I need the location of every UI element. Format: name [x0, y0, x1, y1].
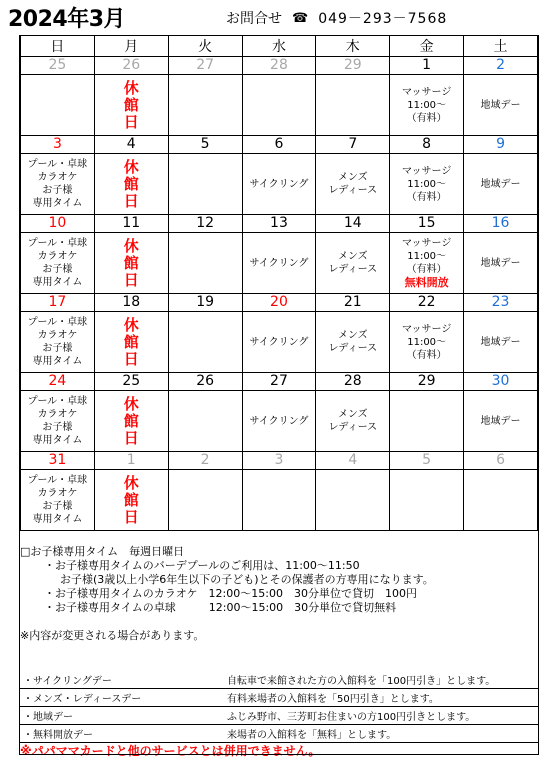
- event-lines: [390, 86, 463, 125]
- event-text: カラオケ: [37, 251, 78, 262]
- notes-line: ・お子様専用タイムのバーデプールのご利用は、11:00～11:50: [44, 559, 360, 572]
- date-number: 5: [390, 452, 464, 470]
- event-text: レディース: [328, 422, 378, 433]
- event-text: レディース: [328, 185, 378, 196]
- weekday-sat: 土: [464, 36, 538, 57]
- date-number: 27: [168, 57, 242, 75]
- event-text: （有料）: [406, 112, 447, 124]
- event-text: メンズ: [337, 409, 368, 420]
- date-number: 25: [21, 57, 95, 75]
- event-text: （有料）: [406, 264, 447, 275]
- change-notice: ※内容が変更される場合があります。: [20, 629, 205, 642]
- date-row: [21, 294, 538, 312]
- legend-row: [19, 671, 539, 689]
- event-lines: [95, 475, 168, 526]
- event-cell: [464, 312, 538, 373]
- event-lines: [95, 396, 168, 447]
- event-text: 休: [123, 78, 139, 97]
- event-text: マッサージ: [401, 86, 452, 98]
- event-lines: [390, 165, 463, 204]
- calendar-table: [20, 35, 538, 531]
- event-text: 11:00～: [407, 178, 447, 190]
- event-lines: [21, 158, 94, 210]
- date-number: 7: [316, 136, 390, 154]
- phone-number: 049－293－7568: [318, 11, 448, 27]
- date-number: 29: [316, 57, 390, 75]
- event-cell: [464, 75, 538, 136]
- event-lines: [95, 80, 168, 131]
- event-cell: [242, 154, 316, 215]
- notes-line: お子様(3歳以上小学6年生以下の子ども)とその保護者の方専用になります。: [60, 573, 434, 586]
- date-number: 9: [464, 136, 538, 154]
- event-lines: [390, 237, 463, 289]
- event-text: 専用タイム: [32, 198, 83, 209]
- event-cell: [21, 75, 95, 136]
- event-text: お子様: [42, 264, 73, 275]
- notes-section: [20, 545, 538, 643]
- date-number: 5: [168, 136, 242, 154]
- date-number: 26: [94, 57, 168, 75]
- event-lines: [21, 395, 94, 447]
- date-number: 25: [94, 373, 168, 391]
- event-lines: [95, 238, 168, 289]
- date-number: 2: [168, 452, 242, 470]
- closed-day-cell: [94, 233, 168, 294]
- event-cell: [242, 233, 316, 294]
- event-text: 館: [123, 174, 139, 193]
- event-text: 11:00～: [407, 251, 447, 262]
- event-cell: [168, 391, 242, 452]
- event-cell: [390, 312, 464, 373]
- footer-warning: ※パパママカードと他のサービスとは併用できません。: [20, 744, 321, 758]
- event-text: （有料）: [406, 349, 447, 361]
- weekday-wed: 水: [242, 36, 316, 57]
- event-text: サイクリング: [249, 257, 309, 269]
- contact-info: [226, 8, 447, 28]
- event-cell: [21, 154, 95, 215]
- event-lines: [21, 237, 94, 289]
- legend-desc: 来場者の入館料を「無料」とします。: [223, 725, 539, 743]
- date-number: 30: [464, 373, 538, 391]
- date-number: 28: [316, 373, 390, 391]
- event-cell: [168, 154, 242, 215]
- event-lines: [316, 171, 389, 197]
- event-lines: [390, 323, 463, 362]
- event-cell: [242, 391, 316, 452]
- date-number: 3: [21, 136, 95, 154]
- event-cell: [168, 312, 242, 373]
- event-cell: [464, 154, 538, 215]
- event-cell: [316, 154, 390, 215]
- event-lines: [21, 316, 94, 368]
- legend-key: ・無料開放デー: [19, 725, 223, 743]
- date-number: 6: [242, 136, 316, 154]
- event-text: 休: [123, 157, 139, 176]
- closed-day-cell: [94, 391, 168, 452]
- event-lines: [464, 336, 537, 349]
- event-cell: [168, 233, 242, 294]
- event-text: 11:00～: [407, 336, 447, 348]
- event-text: プール・卓球: [27, 159, 88, 170]
- event-text: 地域デー: [480, 336, 521, 348]
- free-open-label: 無料開放: [404, 276, 449, 289]
- closed-day-cell: [94, 470, 168, 531]
- event-cell: [21, 470, 95, 531]
- event-text: 休: [123, 236, 139, 255]
- event-row: [21, 154, 538, 215]
- event-cell: [390, 154, 464, 215]
- date-number: 6: [464, 452, 538, 470]
- event-text: 館: [123, 332, 139, 351]
- date-number: 1: [94, 452, 168, 470]
- event-text: カラオケ: [37, 409, 78, 420]
- event-cell: [21, 233, 95, 294]
- weekday-fri: 金: [390, 36, 464, 57]
- event-text: カラオケ: [37, 172, 78, 183]
- event-text: 日: [123, 349, 139, 368]
- event-row: [21, 233, 538, 294]
- event-cell: [316, 312, 390, 373]
- event-cell: [242, 75, 316, 136]
- event-text: プール・卓球: [27, 317, 88, 328]
- legend-desc: 有料来場者の入館料を「50円引き」とします。: [223, 689, 539, 707]
- event-cell: [464, 233, 538, 294]
- notes-line: ・お子様専用タイムの卓球 12:00～15:00 30分単位で貸切無料: [44, 601, 397, 614]
- event-text: メンズ: [337, 251, 368, 262]
- event-cell: [390, 391, 464, 452]
- event-text: レディース: [328, 264, 378, 275]
- event-text: サイクリング: [249, 336, 309, 348]
- event-text: サイクリング: [249, 178, 309, 190]
- weekday-sun: 日: [21, 36, 95, 57]
- event-cell: [390, 75, 464, 136]
- event-text: 地域デー: [480, 99, 521, 111]
- weekday-header-row: [21, 36, 538, 57]
- date-number: 20: [242, 294, 316, 312]
- event-cell: [21, 391, 95, 452]
- date-number: 28: [242, 57, 316, 75]
- event-text: サイクリング: [249, 415, 309, 427]
- date-number: 1: [390, 57, 464, 75]
- event-text: 館: [123, 253, 139, 272]
- event-text: （有料）: [406, 191, 447, 203]
- event-lines: [21, 474, 94, 526]
- date-number: 15: [390, 215, 464, 233]
- closed-day-cell: [94, 312, 168, 373]
- date-row: [21, 57, 538, 75]
- event-cell: [242, 312, 316, 373]
- date-number: 4: [94, 136, 168, 154]
- date-number: 22: [390, 294, 464, 312]
- event-lines: [464, 178, 537, 191]
- date-number: 18: [94, 294, 168, 312]
- event-row: [21, 470, 538, 531]
- event-cell: [316, 391, 390, 452]
- event-text: お子様: [42, 422, 73, 433]
- date-number: 17: [21, 294, 95, 312]
- date-number: 8: [390, 136, 464, 154]
- event-cell: [316, 470, 390, 531]
- event-text: マッサージ: [401, 165, 452, 177]
- event-row: [21, 391, 538, 452]
- event-row: [21, 312, 538, 373]
- event-text: 日: [123, 270, 139, 289]
- event-lines: [316, 250, 389, 276]
- legend-row: [19, 707, 539, 725]
- legend-desc: 自転車で来館された方の入館料を「100円引き」とします。: [223, 671, 539, 689]
- event-cell: [242, 470, 316, 531]
- event-text: 休: [123, 473, 139, 492]
- date-number: 16: [464, 215, 538, 233]
- date-row: [21, 215, 538, 233]
- event-cell: [390, 470, 464, 531]
- page-title: 2024年3月: [8, 7, 126, 32]
- event-text: マッサージ: [401, 323, 452, 335]
- legend-key: ・サイクリングデー: [19, 671, 223, 689]
- event-lines: [243, 257, 316, 270]
- date-number: 21: [316, 294, 390, 312]
- event-text: カラオケ: [37, 488, 78, 499]
- event-text: レディース: [328, 343, 378, 354]
- weekday-thu: 木: [316, 36, 390, 57]
- event-lines: [243, 178, 316, 191]
- notes-heading: □お子様専用タイム 毎週日曜日: [20, 545, 185, 558]
- event-cell: [316, 233, 390, 294]
- event-text: メンズ: [337, 172, 368, 183]
- date-number: 23: [464, 294, 538, 312]
- event-cell: [464, 391, 538, 452]
- date-number: 29: [390, 373, 464, 391]
- date-number: 4: [316, 452, 390, 470]
- event-lines: [316, 329, 389, 355]
- date-number: 11: [94, 215, 168, 233]
- date-number: 19: [168, 294, 242, 312]
- event-lines: [95, 159, 168, 210]
- date-row: [21, 373, 538, 391]
- date-row: [21, 136, 538, 154]
- date-number: 27: [242, 373, 316, 391]
- legend-desc: ふじみ野市、三芳町お住まいの方100円引きとします。: [223, 707, 539, 725]
- date-number: 24: [21, 373, 95, 391]
- event-cell: [168, 470, 242, 531]
- event-text: 館: [123, 95, 139, 114]
- date-number: 14: [316, 215, 390, 233]
- event-cell: [168, 75, 242, 136]
- event-cell: [464, 470, 538, 531]
- notes-line: ・お子様専用タイムのカラオケ 12:00～15:00 30分単位で貸切 100円: [44, 587, 417, 600]
- event-text: 日: [123, 428, 139, 447]
- event-lines: [464, 415, 537, 428]
- weekday-mon: 月: [94, 36, 168, 57]
- date-number: 10: [21, 215, 95, 233]
- event-text: プール・卓球: [27, 396, 88, 407]
- event-text: 休: [123, 315, 139, 334]
- event-text: カラオケ: [37, 330, 78, 341]
- legend-key: ・メンズ・レディースデー: [19, 689, 223, 707]
- event-text: 11:00～: [407, 99, 447, 111]
- legend-row: [19, 725, 539, 743]
- event-text: 専用タイム: [32, 277, 83, 288]
- contact-label: お問合せ: [226, 11, 282, 27]
- event-text: 日: [123, 112, 139, 131]
- event-text: 地域デー: [480, 178, 521, 190]
- legend-row: [19, 689, 539, 707]
- date-number: 13: [242, 215, 316, 233]
- date-number: 2: [464, 57, 538, 75]
- event-lines: [464, 99, 537, 112]
- date-number: 12: [168, 215, 242, 233]
- legend-key: ・地域デー: [19, 707, 223, 725]
- event-text: 休: [123, 394, 139, 413]
- legend-table: [19, 671, 539, 743]
- event-text: 館: [123, 490, 139, 509]
- event-text: お子様: [42, 501, 73, 512]
- closed-day-cell: [94, 75, 168, 136]
- date-number: 3: [242, 452, 316, 470]
- event-lines: [316, 408, 389, 434]
- event-lines: [464, 257, 537, 270]
- event-text: 館: [123, 411, 139, 430]
- event-text: メンズ: [337, 330, 368, 341]
- event-cell: [316, 75, 390, 136]
- event-text: プール・卓球: [27, 475, 88, 486]
- event-row: [21, 75, 538, 136]
- event-text: 日: [123, 191, 139, 210]
- event-text: 日: [123, 507, 139, 526]
- event-text: 専用タイム: [32, 514, 83, 525]
- weekday-tue: 火: [168, 36, 242, 57]
- event-lines: [243, 415, 316, 428]
- date-number: 26: [168, 373, 242, 391]
- event-lines: [243, 336, 316, 349]
- event-text: 地域デー: [480, 415, 521, 427]
- closed-day-cell: [94, 154, 168, 215]
- event-cell: [21, 312, 95, 373]
- event-text: 地域デー: [480, 257, 521, 269]
- date-number: 31: [21, 452, 95, 470]
- event-text: 専用タイム: [32, 356, 83, 367]
- event-text: お子様: [42, 185, 73, 196]
- event-lines: [95, 317, 168, 368]
- event-text: プール・卓球: [27, 238, 88, 249]
- phone-icon: ☎: [292, 10, 309, 26]
- event-cell: [390, 233, 464, 294]
- event-text: マッサージ: [401, 238, 452, 249]
- event-text: 専用タイム: [32, 435, 83, 446]
- date-row: [21, 452, 538, 470]
- event-text: お子様: [42, 343, 73, 354]
